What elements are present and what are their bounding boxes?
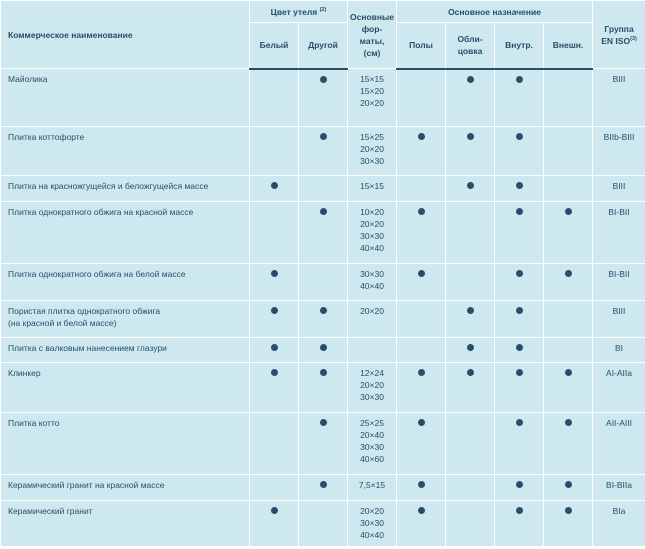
formats-cell [348,127,397,176]
bullet-icon [565,369,572,376]
cladding-cell [446,301,495,338]
white-cell [250,413,299,475]
format-value: 7,5×15 [358,480,386,490]
interior-cell [495,338,544,363]
floors-cell [397,301,446,338]
header-white: Белый [250,23,299,69]
bullet-icon [467,76,474,83]
product-name-line: Плитка однократного обжига на красной массе [8,207,194,217]
bullet-icon [418,481,425,488]
floors-cell [397,176,446,202]
other-cell [299,338,348,363]
exterior-cell [544,69,593,127]
interior-cell [495,202,544,264]
formats-cell [348,202,397,264]
bullet-icon [516,369,523,376]
format-value: 30×30 [360,156,384,166]
format-value: 20×20 [360,144,384,154]
other-cell [299,264,348,301]
interior-cell [495,301,544,338]
exterior-cell [544,413,593,475]
bullet-icon [565,270,572,277]
other-cell [299,475,348,501]
interior-cell [495,264,544,301]
product-name [1,69,250,127]
header-formats-line: маты, [359,35,385,46]
exterior-cell [544,176,593,202]
header-other: Другой [299,23,348,69]
exterior-cell [544,501,593,547]
exterior-cell [544,363,593,413]
format-value: 25×25 [360,418,384,428]
bullet-icon [467,182,474,189]
floors-cell [397,127,446,176]
white-cell [250,501,299,547]
header-main-purpose: Основное назначение [397,1,593,23]
header-cladding-line: цовка [457,46,483,57]
interior-cell [495,363,544,413]
bullet-icon [320,133,327,140]
table-row [1,338,645,363]
product-name [1,301,250,338]
cladding-cell [446,363,495,413]
bullet-icon [516,481,523,488]
format-value: 20×20 [360,219,384,229]
interior-cell [495,475,544,501]
table-body [1,69,645,547]
header-exterior: Внешн. [544,23,593,69]
bullet-icon [516,76,523,83]
product-name [1,501,250,547]
bullet-icon [516,419,523,426]
cladding-cell [446,475,495,501]
bullet-icon [271,307,278,314]
exterior-cell [544,264,593,301]
bullet-icon [418,419,425,426]
bullet-icon [271,182,278,189]
header-cladding [446,23,495,69]
table-row [1,413,645,475]
header-formats-line: Основные [349,11,394,22]
bullet-icon [565,419,572,426]
exterior-cell [544,338,593,363]
exterior-cell [544,127,593,176]
bullet-icon [565,507,572,514]
bullet-icon [516,133,523,140]
format-value: 30×30 [360,518,384,528]
bullet-icon [418,133,425,140]
header-en-line: EN ISO [601,35,631,46]
format-value: 40×40 [360,530,384,540]
exterior-cell [544,202,593,264]
interior-cell [495,127,544,176]
en-iso-group-value: AI-AIIa [593,363,645,413]
cladding-cell [446,338,495,363]
bullet-icon [271,369,278,376]
header-body-color-label: Цвет утеля [270,6,318,17]
en-iso-group-value: BI-BIIa [593,475,645,501]
bullet-icon [516,307,523,314]
floors-cell [397,475,446,501]
product-name [1,176,250,202]
white-cell [250,301,299,338]
white-cell [250,176,299,202]
header-en-line: Группа [604,23,634,34]
formats-cell [348,176,397,202]
header-en-iso-group [593,1,645,69]
product-name-line: Керамический гранит [8,506,93,516]
product-name [1,338,250,363]
bullet-icon [271,507,278,514]
bullet-icon [516,507,523,514]
other-cell [299,501,348,547]
product-name-line: Плитка коттофорте [8,132,85,142]
white-cell [250,264,299,301]
format-value: 40×40 [360,243,384,253]
format-value: 20×20 [360,306,384,316]
formats-cell [348,475,397,501]
format-value: 15×15 [360,74,384,84]
format-value: 30×30 [360,231,384,241]
floors-cell [397,363,446,413]
product-name-line: Плитка однократного обжига на белой массе [8,269,186,279]
bullet-icon [565,208,572,215]
cladding-cell [446,264,495,301]
bullet-icon [467,133,474,140]
product-name-line: Пористая плитка однократного обжига [8,306,161,316]
bullet-icon [467,369,474,376]
bullet-icon [516,344,523,351]
format-value: 30×30 [360,392,384,402]
bullet-icon [418,208,425,215]
formats-cell [348,301,397,338]
other-cell [299,413,348,475]
bullet-icon [271,344,278,351]
product-name [1,363,250,413]
floors-cell [397,69,446,127]
other-cell [299,127,348,176]
bullet-icon [320,76,327,83]
bullet-icon [320,208,327,215]
format-value: 20×20 [360,380,384,390]
header-commercial-name: Коммерческое наименование [1,1,250,69]
exterior-cell [544,301,593,338]
en-iso-group-value: BIII [593,69,645,127]
interior-cell [495,176,544,202]
en-iso-group-value: BI-BII [593,264,645,301]
header-formats [348,1,397,69]
white-cell [250,363,299,413]
bullet-icon [467,344,474,351]
other-cell [299,301,348,338]
interior-cell [495,69,544,127]
bullet-icon [418,369,425,376]
floors-cell [397,338,446,363]
white-cell [250,338,299,363]
table-row [1,202,645,264]
product-name-line: Плитка на красножгущейся и беложгущейся массе [8,181,209,191]
product-name [1,413,250,475]
format-value: 12×24 [360,368,384,378]
format-value: 40×60 [360,454,384,464]
header-interior: Внутр. [495,23,544,69]
cladding-cell [446,69,495,127]
other-cell [299,69,348,127]
white-cell [250,127,299,176]
bullet-icon [320,307,327,314]
bullet-icon [516,208,523,215]
table-row [1,264,645,301]
product-name [1,202,250,264]
bullet-icon [467,307,474,314]
table-row [1,301,645,338]
table-row [1,363,645,413]
bullet-icon [320,344,327,351]
product-name-line: Керамический гранит на красной массе [8,480,165,490]
cladding-cell [446,127,495,176]
footnote-2: (2) [319,6,327,13]
format-value: 15×15 [360,181,384,191]
en-iso-group-value: AII-AIII [593,413,645,475]
footnote-3: (3) [630,35,637,42]
product-name-line: Майолика [8,74,48,84]
bullet-icon [418,270,425,277]
formats-cell [348,501,397,547]
bullet-icon [516,270,523,277]
product-name-line: (на красной и белой массе) [8,318,117,328]
bullet-icon [565,481,572,488]
header-formats-line: (см) [363,47,381,58]
table-row [1,127,645,176]
product-name-line: Плитка котто [8,418,60,428]
header-formats-line: фор- [361,23,383,34]
product-name [1,264,250,301]
format-value: 30×30 [360,442,384,452]
cladding-cell [446,501,495,547]
exterior-cell [544,475,593,501]
table-row [1,501,645,547]
header-body-color [250,1,348,23]
interior-cell [495,413,544,475]
bullet-icon [320,369,327,376]
formats-cell [348,413,397,475]
header-floors: Полы [397,23,446,69]
format-value: 15×20 [360,86,384,96]
bullet-icon [271,270,278,277]
other-cell [299,202,348,264]
en-iso-group-value: BI-BII [593,202,645,264]
white-cell [250,475,299,501]
white-cell [250,69,299,127]
en-iso-group-value: BI [593,338,645,363]
floors-cell [397,202,446,264]
other-cell [299,363,348,413]
formats-cell [348,264,397,301]
format-value: 30×30 [360,269,384,279]
format-value: 20×20 [360,506,384,516]
table-row [1,176,645,202]
product-name [1,127,250,176]
bullet-icon [320,481,327,488]
cladding-cell [446,202,495,264]
product-name-line: Клинкер [8,368,41,378]
en-iso-group-value: BIIb-BIII [593,127,645,176]
other-cell [299,176,348,202]
format-value: 10×20 [360,207,384,217]
en-iso-group-value: BIII [593,176,645,202]
cladding-cell [446,413,495,475]
format-value: 20×20 [360,98,384,108]
format-value: 20×40 [360,430,384,440]
formats-cell [348,338,397,363]
formats-cell [348,69,397,127]
format-value: 40×40 [360,281,384,291]
bullet-icon [418,507,425,514]
product-name-line: Плитка с валковым нанесением глазури [8,343,167,353]
floors-cell [397,501,446,547]
white-cell [250,202,299,264]
table-row [1,475,645,501]
interior-cell [495,501,544,547]
en-iso-group-value: BIa [593,501,645,547]
bullet-icon [320,419,327,426]
en-iso-group-value: BIII [593,301,645,338]
table-row [1,69,645,127]
header-cladding-line: Обли- [457,34,483,45]
cladding-cell [446,176,495,202]
formats-cell [348,363,397,413]
bullet-icon [516,182,523,189]
product-name [1,475,250,501]
format-value: 15×25 [360,132,384,142]
floors-cell [397,264,446,301]
floors-cell [397,413,446,475]
